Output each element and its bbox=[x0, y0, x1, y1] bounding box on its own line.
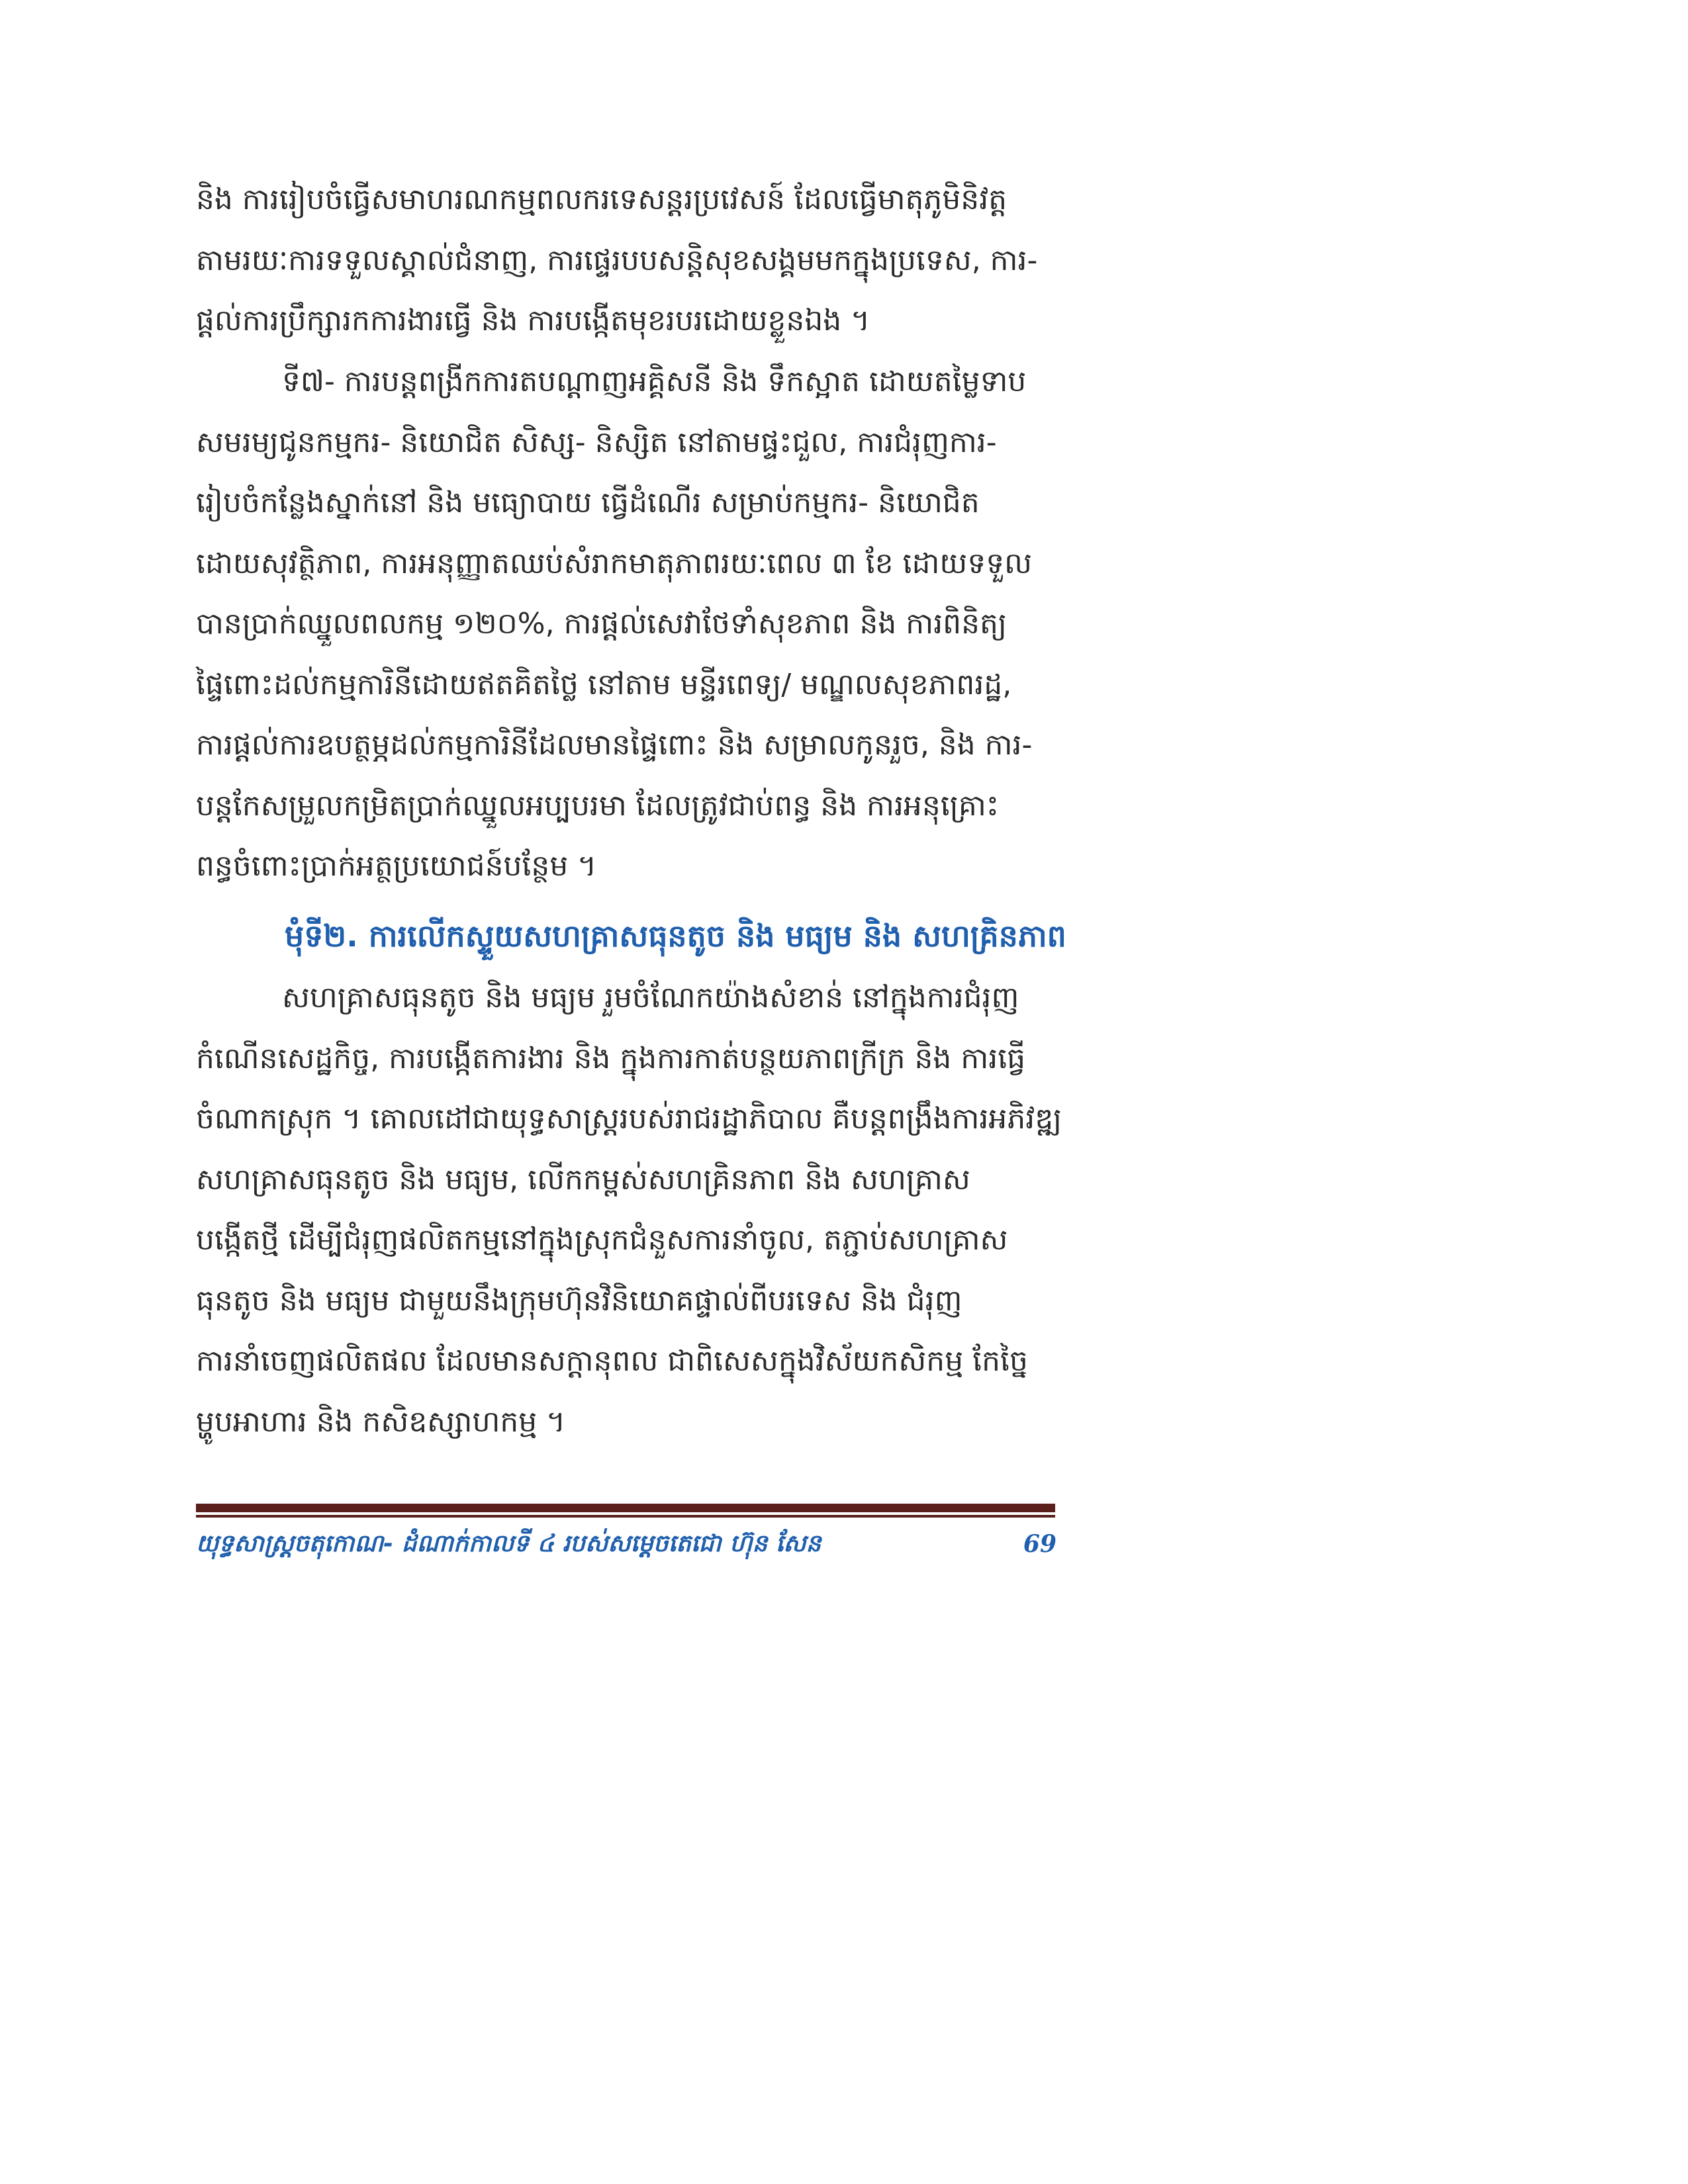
text-line: ផ្ទៃពោះដល់កម្មការិនីដោយឥតគិតថ្លៃ នៅតាម មន្ទីរពេទ្យ/ មណ្ឌលសុខភាពរដ្ឋ, bbox=[196, 667, 1012, 702]
text-line: បានប្រាក់ឈ្នួលពលកម្ម ១២០%, ការផ្តល់សេវាថែទាំសុខភាព និង ការពិនិត្យ bbox=[196, 607, 1008, 641]
paragraph-continuation bbox=[196, 169, 1056, 351]
footer-rule-thin bbox=[196, 1515, 1055, 1518]
text-line: ទី៧- ការបន្តពង្រីកការតបណ្តាញអគ្គិសនី និង ទឹកស្អាត ដោយតម្លៃទាប bbox=[282, 365, 1027, 398]
text-line: ពន្ធចំពោះប្រាក់អត្ថប្រយោជន៍បន្ថែម ។ bbox=[196, 849, 597, 883]
running-footer-title: យុទ្ធសាស្ត្រចតុកោណ- ដំណាក់កាលទី ៤ របស់សម្តេចតេជោ ហ៊ុន សែន bbox=[196, 1530, 821, 1557]
paragraph-sme bbox=[196, 968, 1062, 1452]
text-line: ការផ្តល់ការឧបត្ថម្ភដល់កម្មការិនីដែលមានផ្ទៃពោះ និង សម្រាលកូនរួច, និង ការ- bbox=[196, 728, 1033, 762]
section-heading: មុំទី២. ការលើកស្ទួយសហគ្រាសធុនតូច និង មធ្យម និង សហគ្រិនភាព bbox=[285, 918, 1066, 954]
text-line: រៀបចំកន្លែងស្នាក់នៅ និង មធ្យោបាយ ធ្វើដំណើរ សម្រាប់កម្មករ- និយោជិត bbox=[196, 486, 980, 520]
text-line: ដោយសុវត្ថិភាព, ការអនុញ្ញាតឈប់សំរាកមាតុភាពរយៈពេល ៣ ខែ ដោយទទួល bbox=[196, 546, 1033, 580]
text-line: សហគ្រាសធុនតូច និង មធ្យម រួមចំណែកយ៉ាងសំខាន់ នៅក្នុងការជំរុញ bbox=[282, 981, 1019, 1015]
text-line: សហគ្រាសធុនតូច និង មធ្យម, លើកកម្ពស់សហគ្រិនភាព និង សហគ្រាស bbox=[196, 1162, 970, 1197]
text-line: កំណើនសេដ្ឋកិច្ច, ការបង្កើតការងារ និង ក្នុងការកាត់បន្ថយភាពក្រីក្រ និង ការធ្វើ bbox=[196, 1041, 1026, 1075]
page-number: 69 bbox=[1023, 1530, 1056, 1558]
text-line: ផ្តល់ការប្រឹក្សារកការងារធ្វើ និង ការបង្កើតមុខរបរដោយខ្លួនឯង ។ bbox=[196, 304, 870, 338]
text-line: បង្កើតថ្មី ដើម្បីជំរុញផលិតកម្មនៅក្នុងស្រុកជំនួសការនាំចូល, តភ្ជាប់សហគ្រាស bbox=[196, 1223, 1008, 1257]
text-line: ការនាំចេញផលិតផល ដែលមានសក្តានុពល ជាពិសេសក្នុងវិស័យកសិកម្ម កែច្នៃ bbox=[196, 1344, 1028, 1378]
text-line: ចំណាកស្រុក ។ គោលដៅជាយុទ្ធសាស្ត្ររបស់រាជរដ្ឋាភិបាល គឺបន្តពង្រឹងការអភិវឌ្ឍ bbox=[196, 1102, 1062, 1136]
text-line: ម្ហូបអាហារ និង កសិឧស្សាហកម្ម ។ bbox=[196, 1404, 566, 1439]
text-line: សមរម្យជូនកម្មករ- និយោជិត សិស្ស- និស្សិត នៅតាមផ្ទះជួល, ការជំរុញការ- bbox=[196, 425, 997, 459]
text-line: ធុនតូច និង មធ្យម ជាមួយនឹងក្រុមហ៊ុនវិនិយោគផ្ទាល់ពីបរទេស និង ជំរុញ bbox=[196, 1283, 962, 1318]
paragraph-point-7 bbox=[196, 351, 1056, 897]
text-line: និង ការរៀបចំធ្វើសមាហរណកម្មពលករទេសន្តរប្រវេសន៍ ដែលធ្វើមាតុភូមិនិវត្ត bbox=[196, 183, 1008, 216]
text-line: តាមរយៈការទទួលស្គាល់ជំនាញ, ការផ្ទេរបបសន្តិសុខសង្គមមកក្នុងប្រទេស, ការ- bbox=[196, 243, 1038, 277]
text-line: បន្តកែសម្រួលកម្រិតប្រាក់ឈ្នួលអប្បបរមា ដែលត្រូវជាប់ពន្ធ និង ការអនុគ្រោះ bbox=[196, 788, 1000, 823]
footer-rule bbox=[196, 1504, 1055, 1512]
